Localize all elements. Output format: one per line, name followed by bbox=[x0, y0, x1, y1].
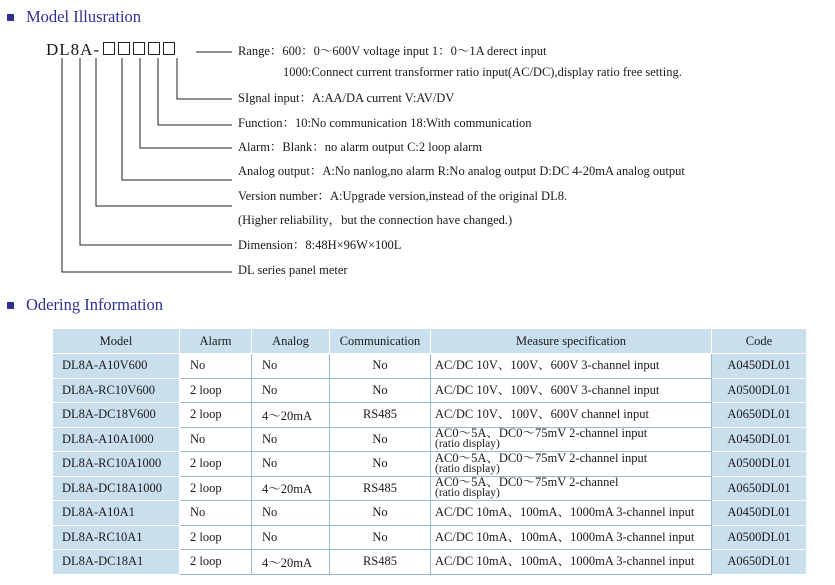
connector-series bbox=[62, 58, 232, 272]
measure-text: AC/DC 10mA、100mA、1000mA 3-channel input bbox=[435, 529, 695, 544]
connector-dimension bbox=[80, 58, 232, 245]
measure-text: AC/DC 10V、100V、600V 3-channel input bbox=[435, 358, 660, 373]
cell-alarm: 2 loop bbox=[180, 452, 252, 477]
measure-text: AC0～5A、DC0～75mV 2-channel input bbox=[435, 426, 648, 441]
cell-communication: No bbox=[330, 354, 431, 379]
cell-analog: No bbox=[252, 427, 330, 452]
table-row bbox=[53, 378, 807, 403]
cell-analog: No bbox=[252, 354, 330, 379]
table-row bbox=[53, 550, 807, 575]
cell-measure bbox=[431, 452, 712, 477]
cell-code: A0500DL01 bbox=[712, 378, 807, 403]
measure-text: AC/DC 10V、100V、600V 3-channel input bbox=[435, 382, 660, 397]
table-row bbox=[53, 501, 807, 526]
header-alarm: Alarm bbox=[180, 329, 252, 354]
cell-communication: No bbox=[330, 501, 431, 526]
cell-code: A0650DL01 bbox=[712, 403, 807, 428]
cell-measure bbox=[431, 403, 712, 428]
cell-code: A0650DL01 bbox=[712, 476, 807, 501]
header-analog: Analog bbox=[252, 329, 330, 354]
header-code: Code bbox=[712, 329, 807, 354]
header-measure: Measure specification bbox=[431, 329, 712, 354]
measure-text: AC/DC 10V、100V、600V channel input bbox=[435, 407, 649, 422]
cell-alarm: 2 loop bbox=[180, 378, 252, 403]
table-row bbox=[53, 452, 807, 477]
cell-model: DL8A-A10V600 bbox=[53, 354, 180, 379]
measure-subtext: (ratio display) bbox=[435, 438, 500, 451]
connector-signal bbox=[177, 58, 232, 99]
connector-version bbox=[96, 58, 232, 206]
cell-code: A0650DL01 bbox=[712, 550, 807, 575]
cell-analog: No bbox=[252, 501, 330, 526]
cell-code: A0450DL01 bbox=[712, 427, 807, 452]
desc-function: Function：10:No communication 18:With communication bbox=[238, 116, 532, 130]
cell-alarm: No bbox=[180, 427, 252, 452]
cell-model: DL8A-A10A1 bbox=[53, 501, 180, 526]
measure-text: AC/DC 10mA、100mA、1000mA 3-channel input bbox=[435, 554, 695, 569]
cell-alarm: No bbox=[180, 501, 252, 526]
cell-analog: No bbox=[252, 378, 330, 403]
cell-alarm: 2 loop bbox=[180, 525, 252, 550]
cell-model: DL8A-DC18V600 bbox=[53, 403, 180, 428]
cell-measure bbox=[431, 427, 712, 452]
measure-text: AC0～5A、DC0～75mV 2-channel bbox=[435, 475, 619, 490]
desc-version-note: (Higher reliability，but the connection have changed.) bbox=[238, 213, 513, 227]
desc-analog: Analog output：A:No nanlog,no alarm R:No analog output D:DC 4-20mA analog output bbox=[238, 164, 685, 178]
table-row bbox=[53, 476, 807, 501]
cell-measure bbox=[431, 550, 712, 575]
desc-signal: SIgnal input：A:AA/DA current V:AV/DV bbox=[238, 91, 455, 105]
cell-measure bbox=[431, 354, 712, 379]
measure-subtext: (ratio display) bbox=[435, 487, 500, 500]
desc-alarm: Alarm：Blank：no alarm output C:2 loop alarm bbox=[238, 140, 483, 154]
cell-communication: No bbox=[330, 378, 431, 403]
cell-measure bbox=[431, 501, 712, 526]
cell-code: A0500DL01 bbox=[712, 452, 807, 477]
cell-model: DL8A-RC10A1000 bbox=[53, 452, 180, 477]
section-heading-ordering bbox=[7, 295, 163, 315]
desc-range: Range：600：0～600V voltage input 1：0～1A derect input bbox=[238, 44, 547, 58]
table-row bbox=[53, 525, 807, 550]
cell-analog: 4～20mA bbox=[252, 403, 330, 428]
cell-code: A0450DL01 bbox=[712, 501, 807, 526]
cell-model: DL8A-DC18A1 bbox=[53, 550, 180, 575]
cell-code: A0450DL01 bbox=[712, 354, 807, 379]
cell-communication: RS485 bbox=[330, 403, 431, 428]
desc-range-extra: 1000:Connect current transformer ratio input(AC/DC),display ratio free setting. bbox=[283, 65, 682, 79]
cell-code: A0500DL01 bbox=[712, 525, 807, 550]
model-code-prefix: DL8A- bbox=[46, 40, 101, 59]
measure-text: AC/DC 10mA、100mA、1000mA 3-channel input bbox=[435, 505, 695, 520]
cell-communication: RS485 bbox=[330, 550, 431, 575]
square-bullet-icon bbox=[7, 302, 14, 309]
table-row bbox=[53, 403, 807, 428]
cell-alarm: 2 loop bbox=[180, 476, 252, 501]
section-title: Odering Information bbox=[26, 295, 164, 314]
header-communication: Communication bbox=[330, 329, 431, 354]
ordering-table bbox=[52, 328, 807, 575]
cell-analog: 4～20mA bbox=[252, 476, 330, 501]
desc-series: DL series panel meter bbox=[238, 263, 348, 277]
section-title: Model Illusration bbox=[26, 7, 142, 26]
cell-analog: No bbox=[252, 452, 330, 477]
desc-dimension: Dimension：8:48H×96W×100L bbox=[238, 238, 402, 252]
cell-alarm: No bbox=[180, 354, 252, 379]
cell-communication: RS485 bbox=[330, 476, 431, 501]
table-row bbox=[53, 427, 807, 452]
table-header-row bbox=[53, 329, 807, 354]
cell-communication: No bbox=[330, 427, 431, 452]
header-model: Model bbox=[53, 329, 180, 354]
measure-text: AC0～5A、DC0～75mV 2-channel input bbox=[435, 450, 648, 465]
measure-subtext: (ratio display) bbox=[435, 462, 500, 475]
cell-model: DL8A-RC10V600 bbox=[53, 378, 180, 403]
table-row bbox=[53, 354, 807, 379]
cell-measure bbox=[431, 378, 712, 403]
cell-model: DL8A-RC10A1 bbox=[53, 525, 180, 550]
desc-version: Version number：A:Upgrade version,instead of the original DL8. bbox=[238, 189, 568, 203]
connector-function bbox=[158, 58, 232, 125]
connector-alarm bbox=[140, 58, 232, 148]
cell-model: DL8A-DC18A1000 bbox=[53, 476, 180, 501]
cell-model: DL8A-A10A1000 bbox=[53, 427, 180, 452]
cell-measure bbox=[431, 525, 712, 550]
cell-measure bbox=[431, 476, 712, 501]
cell-alarm: 2 loop bbox=[180, 403, 252, 428]
cell-analog: 4～20mA bbox=[252, 550, 330, 575]
cell-communication: No bbox=[330, 525, 431, 550]
cell-analog: No bbox=[252, 525, 330, 550]
cell-alarm: 2 loop bbox=[180, 550, 252, 575]
cell-communication: No bbox=[330, 452, 431, 477]
